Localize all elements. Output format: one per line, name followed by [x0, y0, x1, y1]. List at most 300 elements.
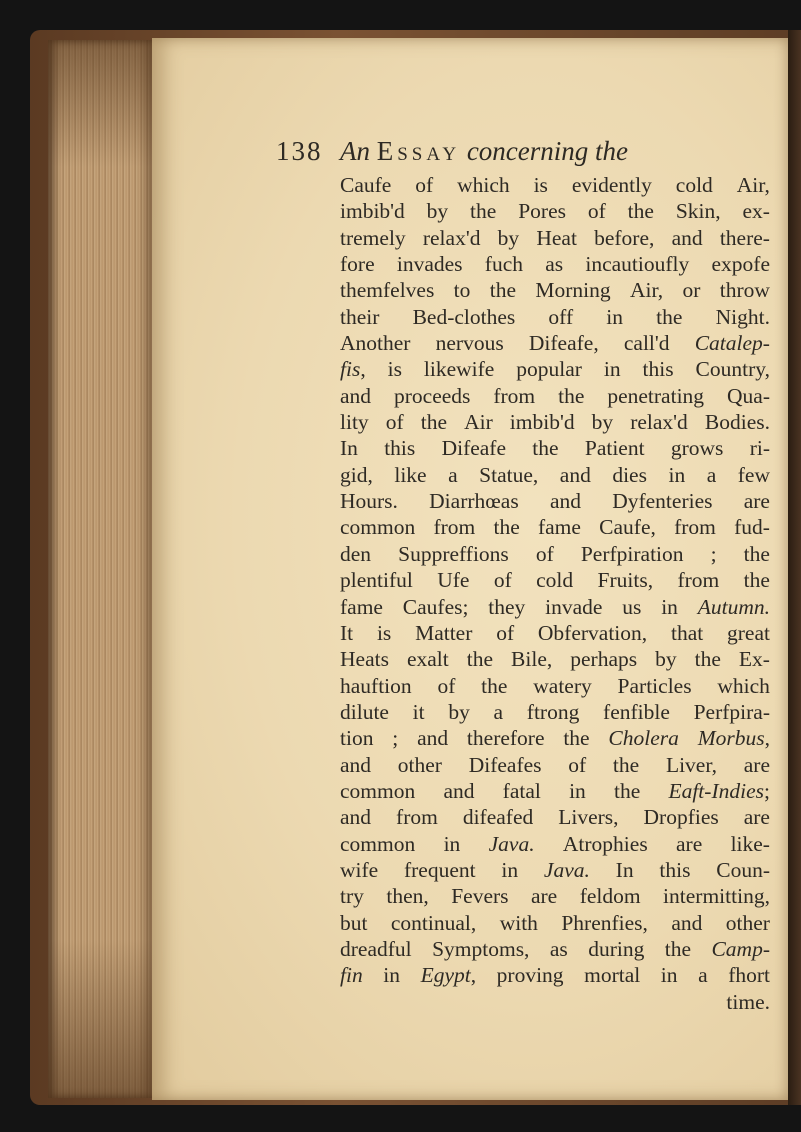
text-fragment: Caufe, — [599, 515, 656, 540]
text-fragment: Fevers — [451, 884, 509, 909]
word — [340, 778, 415, 804]
text-fragment: as — [545, 252, 564, 277]
word — [599, 514, 656, 540]
word — [436, 330, 504, 356]
text-fragment: Night. — [715, 304, 770, 329]
italic-text: Morbus — [697, 726, 765, 751]
text-fragment: Fruits, — [597, 568, 654, 593]
word — [717, 673, 770, 699]
word — [498, 225, 520, 251]
text-fragment: proving — [496, 963, 564, 988]
word — [417, 725, 448, 751]
word — [488, 594, 525, 620]
text-fragment: ; — [392, 726, 399, 751]
word — [535, 277, 610, 303]
word — [340, 804, 371, 830]
word — [503, 778, 541, 804]
word — [386, 409, 404, 435]
text-fragment: and — [340, 752, 372, 777]
text-fragment: like — [394, 462, 427, 487]
word — [340, 435, 358, 461]
word — [676, 198, 721, 224]
word — [628, 198, 654, 224]
text-fragment: common — [340, 831, 416, 856]
word — [568, 752, 586, 778]
text-fragment: Heat — [536, 225, 577, 250]
word — [707, 462, 717, 488]
text-line — [340, 778, 770, 804]
word — [548, 304, 573, 330]
word — [739, 646, 770, 672]
text-fragment: the — [664, 936, 692, 961]
text-line — [340, 514, 770, 540]
text-fragment: this — [384, 436, 416, 461]
word — [493, 514, 519, 540]
word — [737, 172, 770, 198]
text-fragment: the — [470, 199, 497, 224]
text-fragment: they — [488, 594, 526, 619]
word — [544, 857, 590, 883]
text-fragment: the — [558, 383, 585, 408]
word — [538, 620, 647, 646]
word — [656, 304, 682, 330]
text-line — [340, 541, 770, 567]
text-fragment: a — [448, 462, 458, 487]
word — [538, 514, 581, 540]
text-fragment: of — [587, 199, 606, 224]
word — [510, 409, 575, 435]
text-fragment: Phrenfies, — [561, 910, 648, 935]
word — [398, 752, 442, 778]
text-fragment: this — [642, 357, 674, 382]
text-fragment: are — [743, 805, 770, 830]
text-fragment: imbib'd — [509, 410, 575, 435]
word — [340, 831, 415, 857]
word — [550, 936, 568, 962]
word — [340, 620, 353, 646]
text-fragment: in — [606, 304, 623, 329]
word — [560, 462, 591, 488]
page-number: 138 — [276, 136, 323, 166]
word — [340, 277, 434, 303]
text-fragment: ri- — [749, 436, 770, 461]
text-fragment: a — [493, 699, 504, 724]
word — [661, 962, 678, 988]
text-fragment: plentiful — [340, 568, 413, 593]
word — [340, 409, 369, 435]
word — [533, 673, 592, 699]
text-fragment: then, — [386, 884, 429, 909]
word — [340, 330, 410, 356]
italic-text: Autumn. — [697, 594, 770, 619]
word — [454, 277, 471, 303]
word — [728, 962, 770, 988]
text-fragment: Liver, — [665, 752, 718, 777]
word — [527, 699, 580, 725]
word — [340, 857, 378, 883]
text-fragment: In — [615, 857, 634, 882]
running-head — [340, 138, 628, 165]
word — [661, 594, 678, 620]
text-fragment: that — [670, 620, 704, 645]
text-fragment: of — [535, 541, 554, 566]
text-fragment: fatal — [502, 778, 541, 803]
text-fragment: there- — [719, 225, 770, 250]
text-line — [340, 725, 770, 751]
text-fragment: the — [694, 647, 721, 672]
text-fragment: Air, — [629, 278, 664, 303]
word — [391, 910, 476, 936]
word — [677, 567, 719, 593]
text-fragment: continual, — [390, 910, 477, 935]
text-fragment: fenfible — [603, 699, 670, 724]
text-fragment: Livers, — [558, 805, 619, 830]
text-fragment: try — [340, 884, 364, 909]
word — [457, 172, 510, 198]
text-fragment: fhort — [728, 963, 770, 988]
word — [415, 172, 433, 198]
italic-text: Egypt — [420, 963, 471, 988]
text-line — [340, 198, 770, 224]
word — [643, 356, 674, 382]
word — [421, 962, 477, 988]
word — [558, 804, 618, 830]
text-fragment: Patient — [584, 436, 645, 461]
text-fragment: in — [660, 963, 678, 988]
word — [698, 594, 770, 620]
word — [614, 778, 640, 804]
text-fragment: It — [340, 620, 354, 645]
text-fragment: from — [396, 805, 438, 830]
word — [607, 383, 704, 409]
word — [415, 620, 472, 646]
text-fragment: Particles — [617, 673, 692, 698]
text-fragment: Statue, — [479, 462, 539, 487]
text-fragment: Dropfies — [643, 805, 719, 830]
word — [581, 541, 684, 567]
text-fragment: a — [698, 963, 708, 988]
text-fragment: the — [466, 647, 494, 672]
text-fragment: and — [340, 805, 372, 830]
text-fragment: Another — [340, 331, 411, 356]
word — [479, 462, 538, 488]
text-fragment: before, — [594, 225, 655, 250]
word — [744, 752, 770, 778]
text-fragment: ex- — [742, 199, 770, 224]
word — [340, 304, 379, 330]
word — [738, 462, 770, 488]
text-line — [340, 330, 770, 356]
word — [404, 857, 476, 883]
word — [340, 673, 412, 699]
word — [442, 435, 506, 461]
text-fragment: Matter — [415, 620, 473, 645]
word — [612, 488, 712, 514]
word — [743, 198, 770, 224]
word — [744, 541, 770, 567]
word — [744, 488, 770, 514]
word — [606, 304, 623, 330]
text-fragment: Caufes; — [402, 594, 469, 619]
word — [588, 936, 644, 962]
text-fragment: of — [493, 568, 512, 593]
word — [563, 725, 589, 751]
text-fragment: is — [533, 173, 548, 197]
word — [613, 752, 639, 778]
word — [407, 646, 449, 672]
word — [734, 514, 770, 540]
text-fragment: Country, — [695, 357, 770, 382]
text-fragment: relax'd — [422, 225, 481, 250]
word — [531, 883, 557, 909]
text-fragment: and — [340, 383, 372, 408]
text-fragment: and — [443, 778, 475, 803]
text-line — [340, 225, 770, 251]
text-fragment: Difeafe — [441, 436, 507, 461]
text-line — [340, 172, 770, 198]
word — [558, 383, 584, 409]
text-fragment: from — [674, 515, 716, 540]
text-fragment: grows — [670, 436, 724, 461]
text-fragment: Suppreffions — [398, 541, 509, 566]
text-fragment: and — [671, 225, 703, 250]
text-fragment: by — [448, 699, 470, 724]
word — [340, 172, 391, 198]
word — [744, 804, 770, 830]
word — [598, 567, 654, 593]
text-fragment: Ufe — [437, 568, 470, 593]
word — [536, 567, 573, 593]
italic-text: fis — [340, 357, 361, 382]
word — [481, 673, 507, 699]
word — [340, 488, 398, 514]
text-fragment: Air, — [736, 173, 770, 197]
italic-text: Catalep- — [694, 331, 770, 356]
text-fragment: by — [591, 410, 614, 435]
text-fragment: Hours. — [340, 489, 398, 514]
word — [340, 962, 363, 988]
running-head-essay: Essay — [376, 136, 461, 166]
word — [403, 594, 469, 620]
text-fragment: like- — [730, 831, 770, 856]
italic-text: Cholera — [608, 726, 679, 751]
text-fragment: proceeds — [394, 383, 471, 408]
word — [388, 356, 402, 382]
text-fragment: and — [671, 910, 703, 935]
text-fragment: imbib'd — [340, 199, 405, 224]
word — [655, 646, 677, 672]
word — [340, 225, 406, 251]
word — [384, 435, 415, 461]
text-line — [340, 883, 770, 909]
word — [421, 409, 447, 435]
text-line — [340, 383, 770, 409]
word — [663, 883, 770, 909]
text-fragment: difeafed — [462, 805, 534, 830]
word — [594, 225, 654, 251]
text-fragment: Caufe — [340, 173, 392, 197]
word — [563, 831, 648, 857]
running-head-an: An — [340, 136, 370, 166]
text-fragment: this — [659, 857, 691, 882]
page-edges — [48, 40, 154, 1098]
word — [467, 725, 545, 751]
running-head-concerning: concerning the — [466, 136, 629, 166]
text-fragment: of — [496, 620, 515, 645]
text-fragment: feldom — [579, 884, 641, 909]
word — [340, 514, 415, 540]
word — [497, 962, 564, 988]
word — [532, 435, 558, 461]
word — [518, 198, 566, 224]
word — [720, 277, 770, 303]
text-fragment: are — [530, 884, 558, 909]
text-fragment: invade — [545, 594, 603, 619]
text-fragment: Atrophies — [562, 831, 648, 856]
word — [624, 330, 670, 356]
text-fragment: Difeafe, — [528, 331, 599, 356]
text-fragment: the — [493, 515, 520, 540]
word — [413, 699, 425, 725]
text-fragment: are — [676, 831, 703, 856]
text-fragment: Bile, — [511, 647, 553, 672]
word — [698, 962, 708, 988]
word — [451, 883, 508, 909]
text-fragment: expofe — [711, 252, 770, 277]
text-fragment: gid, — [340, 462, 373, 487]
word — [493, 383, 535, 409]
word — [444, 831, 461, 857]
word — [726, 910, 770, 936]
word — [394, 462, 426, 488]
word — [437, 673, 455, 699]
word — [676, 831, 702, 857]
text-fragment: relax'd — [630, 410, 688, 435]
text-line — [340, 831, 770, 857]
text-fragment: fuch — [484, 252, 523, 277]
body-text — [340, 172, 770, 1015]
text-line — [340, 620, 770, 646]
text-fragment: evidently — [571, 173, 652, 197]
text-fragment: tion — [340, 726, 374, 751]
text-fragment: during — [588, 936, 645, 961]
word — [340, 883, 364, 909]
text-fragment: the — [612, 752, 640, 777]
word — [340, 725, 373, 751]
text-fragment: the — [743, 541, 770, 566]
text-fragment: fame — [340, 594, 383, 619]
word — [630, 409, 688, 435]
text-fragment: Diarrhœas — [429, 489, 519, 514]
text-fragment: Symptoms, — [432, 936, 530, 961]
word — [616, 857, 634, 883]
text-line — [340, 936, 770, 962]
text-line — [340, 752, 770, 778]
text-fragment: mortal — [584, 963, 641, 988]
text-fragment: Perfpiration — [580, 541, 684, 566]
word — [424, 356, 494, 382]
word — [437, 567, 469, 593]
text-fragment: of — [437, 673, 456, 698]
word — [711, 936, 770, 962]
word — [727, 383, 770, 409]
text-fragment: their — [340, 304, 380, 329]
word — [671, 620, 703, 646]
text-fragment: themfelves — [340, 278, 435, 303]
text-fragment: is — [376, 620, 392, 645]
word — [580, 883, 641, 909]
italic-text: Camp- — [711, 936, 770, 961]
text-fragment: popular — [516, 357, 582, 382]
text-fragment: lity — [340, 410, 369, 435]
word — [720, 225, 770, 251]
word — [674, 514, 716, 540]
word — [694, 699, 770, 725]
word — [386, 883, 428, 909]
word — [340, 383, 371, 409]
text-fragment: Bodies. — [704, 410, 770, 435]
word — [585, 435, 645, 461]
word — [494, 699, 504, 725]
word — [489, 831, 535, 857]
text-fragment: therefore — [466, 726, 545, 751]
text-fragment: the — [532, 436, 559, 461]
text-fragment: perhaps — [570, 647, 638, 672]
word — [463, 804, 533, 830]
word — [731, 831, 770, 857]
text-fragment: which — [717, 673, 770, 698]
word — [727, 620, 770, 646]
text-line — [340, 910, 770, 936]
word — [561, 910, 648, 936]
text-fragment: Perfpira- — [693, 699, 770, 724]
text-line — [340, 673, 770, 699]
text-line — [340, 277, 770, 303]
word — [695, 646, 721, 672]
text-fragment: fore — [340, 252, 375, 277]
word — [750, 435, 770, 461]
word — [705, 409, 770, 435]
word — [630, 277, 663, 303]
word — [683, 277, 701, 303]
word — [397, 251, 463, 277]
word — [423, 225, 481, 251]
text-fragment: from — [677, 568, 720, 593]
text-fragment: frequent — [403, 857, 476, 882]
book-board-right — [788, 30, 801, 1105]
text-fragment: dies — [612, 462, 647, 487]
text-fragment: the — [656, 304, 683, 329]
word — [432, 936, 529, 962]
word — [469, 752, 542, 778]
text-fragment: a — [706, 462, 717, 487]
text-fragment: with — [499, 910, 538, 935]
word — [511, 646, 552, 672]
text-fragment: penetrating — [607, 383, 705, 408]
text-fragment: us — [622, 594, 642, 619]
text-line — [340, 567, 770, 593]
word — [340, 699, 389, 725]
text-fragment: Bed-clothes — [412, 304, 516, 329]
word — [448, 699, 470, 725]
word — [644, 804, 719, 830]
text-line — [340, 962, 770, 988]
text-fragment: are — [743, 752, 770, 777]
word — [470, 198, 496, 224]
text-fragment: the — [743, 568, 770, 593]
text-fragment: ftrong — [526, 699, 580, 724]
text-fragment: other — [725, 910, 770, 935]
